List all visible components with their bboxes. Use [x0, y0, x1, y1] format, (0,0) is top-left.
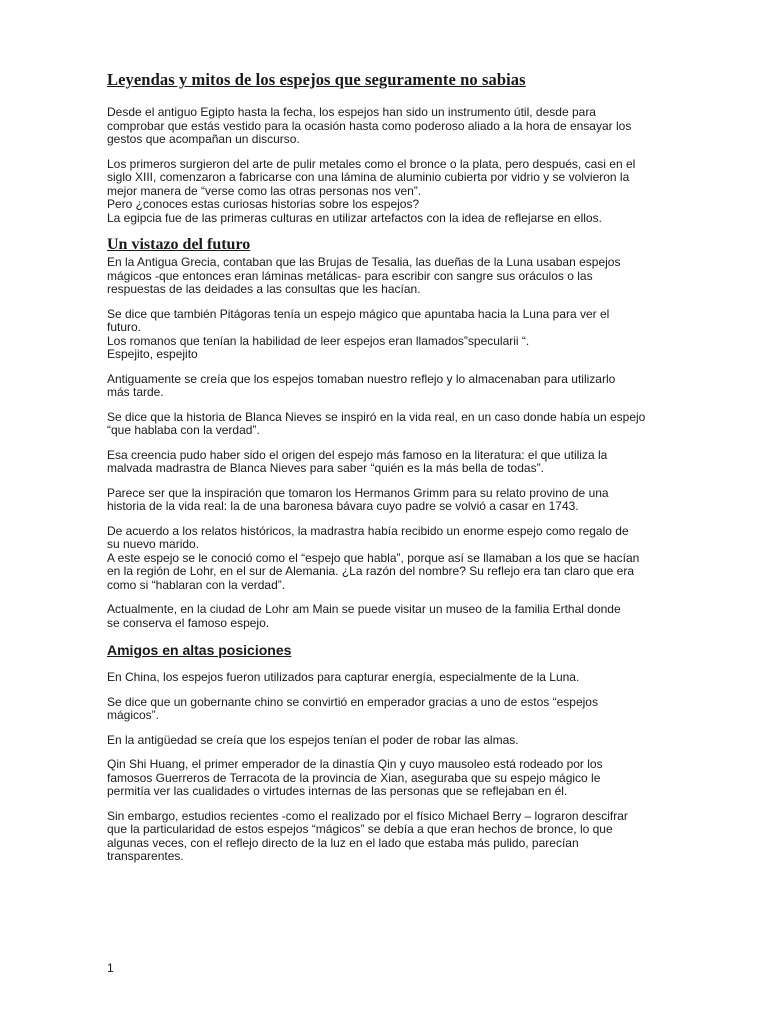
- text-line: gestos que acompañan un discurso.: [107, 132, 300, 146]
- text-line: Sin embargo, estudios recientes -como el realizado por el físico Michael Berry – lograron descifrar: [107, 808, 628, 823]
- text-line: En la Antigua Grecia, contaban que las Brujas de Tesalia, las dueñas de la Luna usaban espejos: [107, 255, 621, 269]
- text-line: Esa creencia pudo haber sido el origen del espejo más famoso en la literatura: el que utiliza la: [107, 447, 608, 462]
- text-line: mejor manera de “verse como las otras personas nos ven”.: [107, 183, 422, 198]
- text-line: transparentes.: [107, 849, 184, 863]
- text-line: De acuerdo a los relatos históricos, la madrastra había recibido un enorme espejo como regalo de: [107, 523, 629, 538]
- text-line: historia de la vida real: la de una baronesa bávara cuyo padre se volvió a casar en 1743.: [107, 499, 579, 513]
- text-line: su nuevo marido.: [107, 537, 200, 551]
- text-line: que la particularidad de estos espejos “mágicos” se debía a que eran hechos de bronce, lo que: [107, 822, 613, 836]
- text-line: Pero ¿conoces estas curiosas historias sobre los espejos?: [107, 197, 420, 211]
- section-heading-friends: Amigos en altas posiciones: [107, 642, 292, 658]
- page-number: 1: [107, 961, 114, 975]
- future-section: [107, 256, 668, 630]
- friends-section: [107, 671, 668, 864]
- text-line: Parece ser que la inspiración que tomaron los Hermanos Grimm para su relato provino de una: [107, 485, 609, 500]
- text-line: mágicos -que entonces eran láminas metálicas- para escribir con sangre sus oráculos o las: [107, 268, 593, 283]
- text-line: Se dice que la historia de Blanca Nieves se inspiró en la vida real, en un caso donde había un espejo: [107, 409, 646, 424]
- text-line: Actualmente, en la ciudad de Lohr am Main se puede visitar un museo de la familia Erthal donde: [107, 602, 621, 616]
- paragraph: [107, 106, 668, 147]
- text-line: más tarde.: [107, 385, 164, 399]
- text-line: Qin Shi Huang, el primer emperador de la dinastía Qin y cuyo mausoleo está rodeado por los: [107, 757, 603, 771]
- paragraph: [107, 603, 668, 630]
- text-line: “que hablaba con la verdad”.: [107, 423, 260, 437]
- text-line: en la región de Lohr, en el sur de Alemania. ¿La razón del nombre? Su reflejo era tan claro que era: [107, 564, 634, 578]
- text-line: Antiguamente se creía que los espejos tomaban nuestro reflejo y lo almacenaban para utilizarlo: [107, 371, 616, 386]
- intro-section: [107, 106, 668, 225]
- paragraph: [107, 696, 668, 723]
- text-line: como si “hablaran con la verdad”.: [107, 577, 286, 592]
- paragraph: [107, 525, 668, 593]
- paragraph: [107, 671, 668, 685]
- text-line: En China, los espejos fueron utilizados para capturar energía, especialmente de la Luna.: [107, 670, 580, 684]
- text-line: permitía ver las cualidades o virtudes internas de las personas que se reflejaban en él.: [107, 784, 568, 798]
- document-title: Leyendas y mitos de los espejos que seguramente no sabias: [107, 70, 526, 89]
- text-line: Los primeros surgieron del arte de pulir metales como el bronce o la plata, pero después, casi en el: [107, 156, 636, 171]
- text-line: siglo XIII, comenzaron a fabricarse con una lámina de aluminio cubierta por vidrio y se volvieron la: [107, 170, 630, 184]
- paragraph: [107, 308, 668, 362]
- text-line: Desde el antiguo Egipto hasta la fecha, los espejos han sido un instrumento útil, desde para: [107, 105, 596, 119]
- paragraph: [107, 810, 668, 864]
- text-line: Espejito, espejito: [107, 347, 198, 361]
- paragraph: [107, 256, 668, 297]
- paragraph: [107, 373, 668, 400]
- section-heading-future: Un vistazo del futuro: [107, 236, 251, 253]
- text-line: comprobar que estás vestido para la ocasión hasta como poderoso aliado a la hora de ensayar los: [107, 118, 632, 133]
- text-line: algunas veces, con el reflejo directo de la luz en el lado que estaba más pulido, parecían: [107, 835, 579, 850]
- paragraph: [107, 449, 668, 476]
- text-line: malvada madrastra de Blanca Nieves para saber “quién es la más bella de todas”.: [107, 461, 544, 475]
- paragraph: [107, 487, 668, 514]
- text-line: Los romanos que tenían la habilidad de leer espejos eran llamados”specularii “.: [107, 333, 530, 348]
- text-line: La egipcia fue de las primeras culturas en utilizar artefactos con la idea de reflejarse en ellos.: [107, 210, 602, 225]
- paragraph: [107, 158, 668, 226]
- text-line: En la antigüedad se creía que los espejos tenían el poder de robar las almas.: [107, 732, 519, 747]
- text-line: futuro.: [107, 320, 142, 334]
- text-line: A este espejo se le conoció como el “espejo que habla”, porque así se llamaban a los que se hacían: [107, 550, 640, 565]
- paragraph: [107, 411, 668, 438]
- text-line: mágicos”.: [107, 708, 160, 722]
- paragraph: [107, 734, 668, 748]
- text-line: Se dice que también Pitágoras tenía un espejo mágico que apuntaba hacia la Luna para ver el: [107, 306, 610, 321]
- text-line: Se dice que un gobernante chino se convirtió en emperador gracias a uno de estos “espejos: [107, 694, 598, 709]
- text-line: se conserva el famoso espejo.: [107, 615, 270, 630]
- paragraph: [107, 758, 668, 799]
- text-line: famosos Guerreros de Terracota de la provincia de Xian, aseguraba que su espejo mágico le: [107, 770, 601, 785]
- text-line: respuestas de las deidades a las consultas que les hacían.: [107, 282, 421, 296]
